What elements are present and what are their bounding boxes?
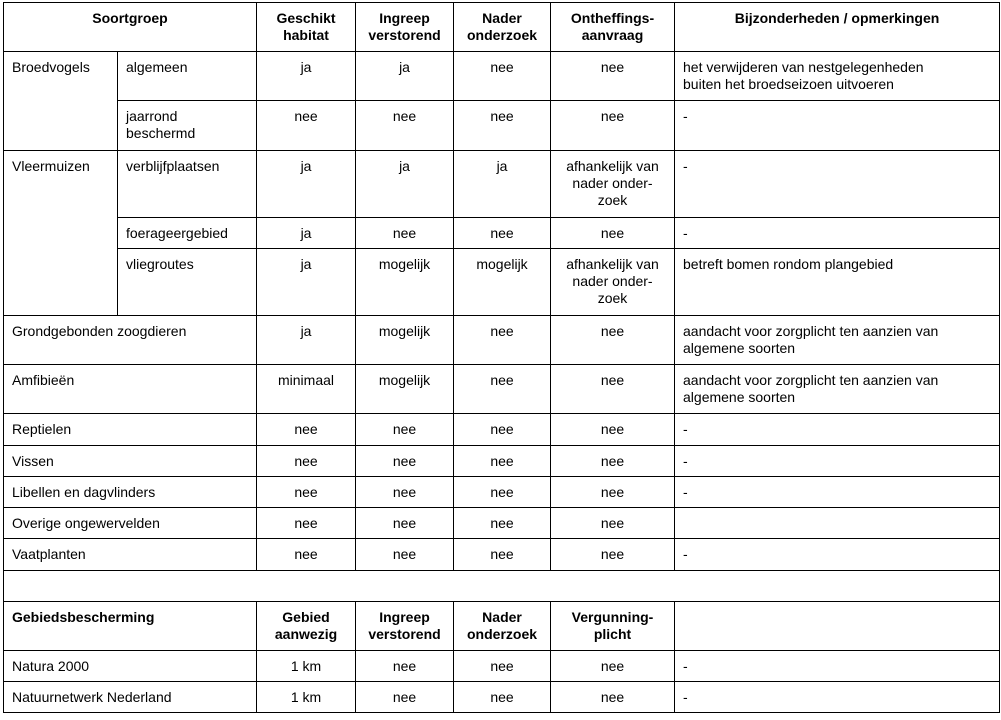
habitat-cell: ja bbox=[257, 249, 356, 316]
exemption-cell: nee bbox=[551, 101, 675, 151]
research-cell: nee bbox=[454, 446, 551, 477]
table-row bbox=[4, 414, 1000, 446]
notes-cell: - bbox=[675, 539, 1000, 571]
notes-cell: het verwijderen van nestgelegenheden buiten het broedseizoen uitvoeren bbox=[675, 52, 1000, 101]
disturbing-cell: nee bbox=[356, 508, 454, 539]
subgroup-cell: verblijfplaatsen bbox=[118, 151, 257, 218]
habitat-cell: ja bbox=[257, 151, 356, 218]
research-cell: ja bbox=[454, 151, 551, 218]
research-cell: mogelijk bbox=[454, 249, 551, 316]
notes-cell bbox=[675, 508, 1000, 539]
species-header-row bbox=[4, 3, 1000, 52]
research-cell: nee bbox=[454, 414, 551, 446]
research-cell: nee bbox=[454, 52, 551, 101]
exemption-cell: nee bbox=[551, 508, 675, 539]
header-soortgroep: Soortgroep bbox=[4, 3, 257, 52]
group-cell: Vaatplanten bbox=[4, 539, 257, 571]
table-row bbox=[4, 508, 1000, 539]
header-nader-onderzoek: Nader onderzoek bbox=[454, 602, 551, 651]
exemption-cell: afhankelijk van nader onder- zoek bbox=[551, 151, 675, 218]
group-cell: Vleermuizen bbox=[4, 151, 118, 316]
exemption-cell: nee bbox=[551, 365, 675, 414]
table-row bbox=[4, 101, 1000, 151]
research-cell: nee bbox=[454, 218, 551, 249]
notes-cell: - bbox=[675, 414, 1000, 446]
research-cell: nee bbox=[454, 101, 551, 151]
table-row bbox=[4, 446, 1000, 477]
disturbing-cell: mogelijk bbox=[356, 249, 454, 316]
habitat-cell: ja bbox=[257, 316, 356, 365]
header-gebied-aanwezig: Gebied aanwezig bbox=[257, 602, 356, 651]
habitat-cell: minimaal bbox=[257, 365, 356, 414]
subgroup-cell: algemeen bbox=[118, 52, 257, 101]
disturbing-cell: mogelijk bbox=[356, 365, 454, 414]
notes-cell: aandacht voor zorgplicht ten aanzien van algemene soorten bbox=[675, 316, 1000, 365]
table-row bbox=[4, 249, 1000, 316]
exemption-cell: afhankelijk van nader onder- zoek bbox=[551, 249, 675, 316]
spacer-row bbox=[4, 571, 1000, 602]
disturbing-cell: ja bbox=[356, 52, 454, 101]
group-cell: Vissen bbox=[4, 446, 257, 477]
research-cell: nee bbox=[454, 651, 551, 682]
group-cell: Reptielen bbox=[4, 414, 257, 446]
header-geschikt-habitat: Geschikt habitat bbox=[257, 3, 356, 52]
disturbing-cell: ja bbox=[356, 151, 454, 218]
habitat-cell: ja bbox=[257, 52, 356, 101]
table-row bbox=[4, 651, 1000, 682]
research-cell: nee bbox=[454, 682, 551, 713]
table-row bbox=[4, 682, 1000, 713]
research-cell: nee bbox=[454, 508, 551, 539]
spacer-cell bbox=[4, 571, 1000, 602]
notes-cell: betreft bomen rondom plangebied bbox=[675, 249, 1000, 316]
species-protection-table bbox=[3, 2, 1000, 713]
exemption-cell: nee bbox=[551, 477, 675, 508]
notes-cell: - bbox=[675, 101, 1000, 151]
disturbing-cell: nee bbox=[356, 651, 454, 682]
present-cell: 1 km bbox=[257, 651, 356, 682]
table-row bbox=[4, 539, 1000, 571]
habitat-cell: nee bbox=[257, 508, 356, 539]
permit-cell: nee bbox=[551, 682, 675, 713]
exemption-cell: nee bbox=[551, 539, 675, 571]
group-cell: Natura 2000 bbox=[4, 651, 257, 682]
table-row bbox=[4, 52, 1000, 101]
research-cell: nee bbox=[454, 477, 551, 508]
area-header-row bbox=[4, 602, 1000, 651]
table-row bbox=[4, 365, 1000, 414]
header-ontheffingsaanvraag: Ontheffings- aanvraag bbox=[551, 3, 675, 52]
header-bijzonderheden: Bijzonderheden / opmerkingen bbox=[675, 3, 1000, 52]
exemption-cell: nee bbox=[551, 414, 675, 446]
notes-cell: - bbox=[675, 151, 1000, 218]
notes-cell: aandacht voor zorgplicht ten aanzien van algemene soorten bbox=[675, 365, 1000, 414]
habitat-cell: ja bbox=[257, 218, 356, 249]
disturbing-cell: mogelijk bbox=[356, 316, 454, 365]
habitat-cell: nee bbox=[257, 539, 356, 571]
habitat-cell: nee bbox=[257, 101, 356, 151]
research-cell: nee bbox=[454, 539, 551, 571]
notes-cell: - bbox=[675, 477, 1000, 508]
research-cell: nee bbox=[454, 316, 551, 365]
table-row bbox=[4, 316, 1000, 365]
subgroup-cell: vliegroutes bbox=[118, 249, 257, 316]
habitat-cell: nee bbox=[257, 477, 356, 508]
disturbing-cell: nee bbox=[356, 414, 454, 446]
disturbing-cell: nee bbox=[356, 539, 454, 571]
subgroup-cell: jaarrond beschermd bbox=[118, 101, 257, 151]
group-cell: Libellen en dagvlinders bbox=[4, 477, 257, 508]
habitat-cell: nee bbox=[257, 446, 356, 477]
header-gebiedsbescherming: Gebiedsbescherming bbox=[4, 602, 257, 651]
group-cell: Amfibieën bbox=[4, 365, 257, 414]
exemption-cell: nee bbox=[551, 52, 675, 101]
exemption-cell: nee bbox=[551, 316, 675, 365]
notes-cell: - bbox=[675, 651, 1000, 682]
group-cell: Broedvogels bbox=[4, 52, 118, 151]
table-row bbox=[4, 151, 1000, 218]
present-cell: 1 km bbox=[257, 682, 356, 713]
header-ingreep-verstorend: Ingreep verstorend bbox=[356, 602, 454, 651]
group-cell: Overige ongewervelden bbox=[4, 508, 257, 539]
disturbing-cell: nee bbox=[356, 218, 454, 249]
header-vergunningplicht: Vergunning- plicht bbox=[551, 602, 675, 651]
habitat-cell: nee bbox=[257, 414, 356, 446]
exemption-cell: nee bbox=[551, 218, 675, 249]
group-cell: Natuurnetwerk Nederland bbox=[4, 682, 257, 713]
research-cell: nee bbox=[454, 365, 551, 414]
disturbing-cell: nee bbox=[356, 477, 454, 508]
table-row bbox=[4, 218, 1000, 249]
header-area-notes bbox=[675, 602, 1000, 651]
disturbing-cell: nee bbox=[356, 682, 454, 713]
group-cell: Grondgebonden zoogdieren bbox=[4, 316, 257, 365]
table-row bbox=[4, 477, 1000, 508]
notes-cell: - bbox=[675, 218, 1000, 249]
permit-cell: nee bbox=[551, 651, 675, 682]
disturbing-cell: nee bbox=[356, 101, 454, 151]
notes-cell: - bbox=[675, 682, 1000, 713]
notes-cell: - bbox=[675, 446, 1000, 477]
header-ingreep-verstorend: Ingreep verstorend bbox=[356, 3, 454, 52]
header-nader-onderzoek: Nader onderzoek bbox=[454, 3, 551, 52]
exemption-cell: nee bbox=[551, 446, 675, 477]
disturbing-cell: nee bbox=[356, 446, 454, 477]
subgroup-cell: foerageergebied bbox=[118, 218, 257, 249]
